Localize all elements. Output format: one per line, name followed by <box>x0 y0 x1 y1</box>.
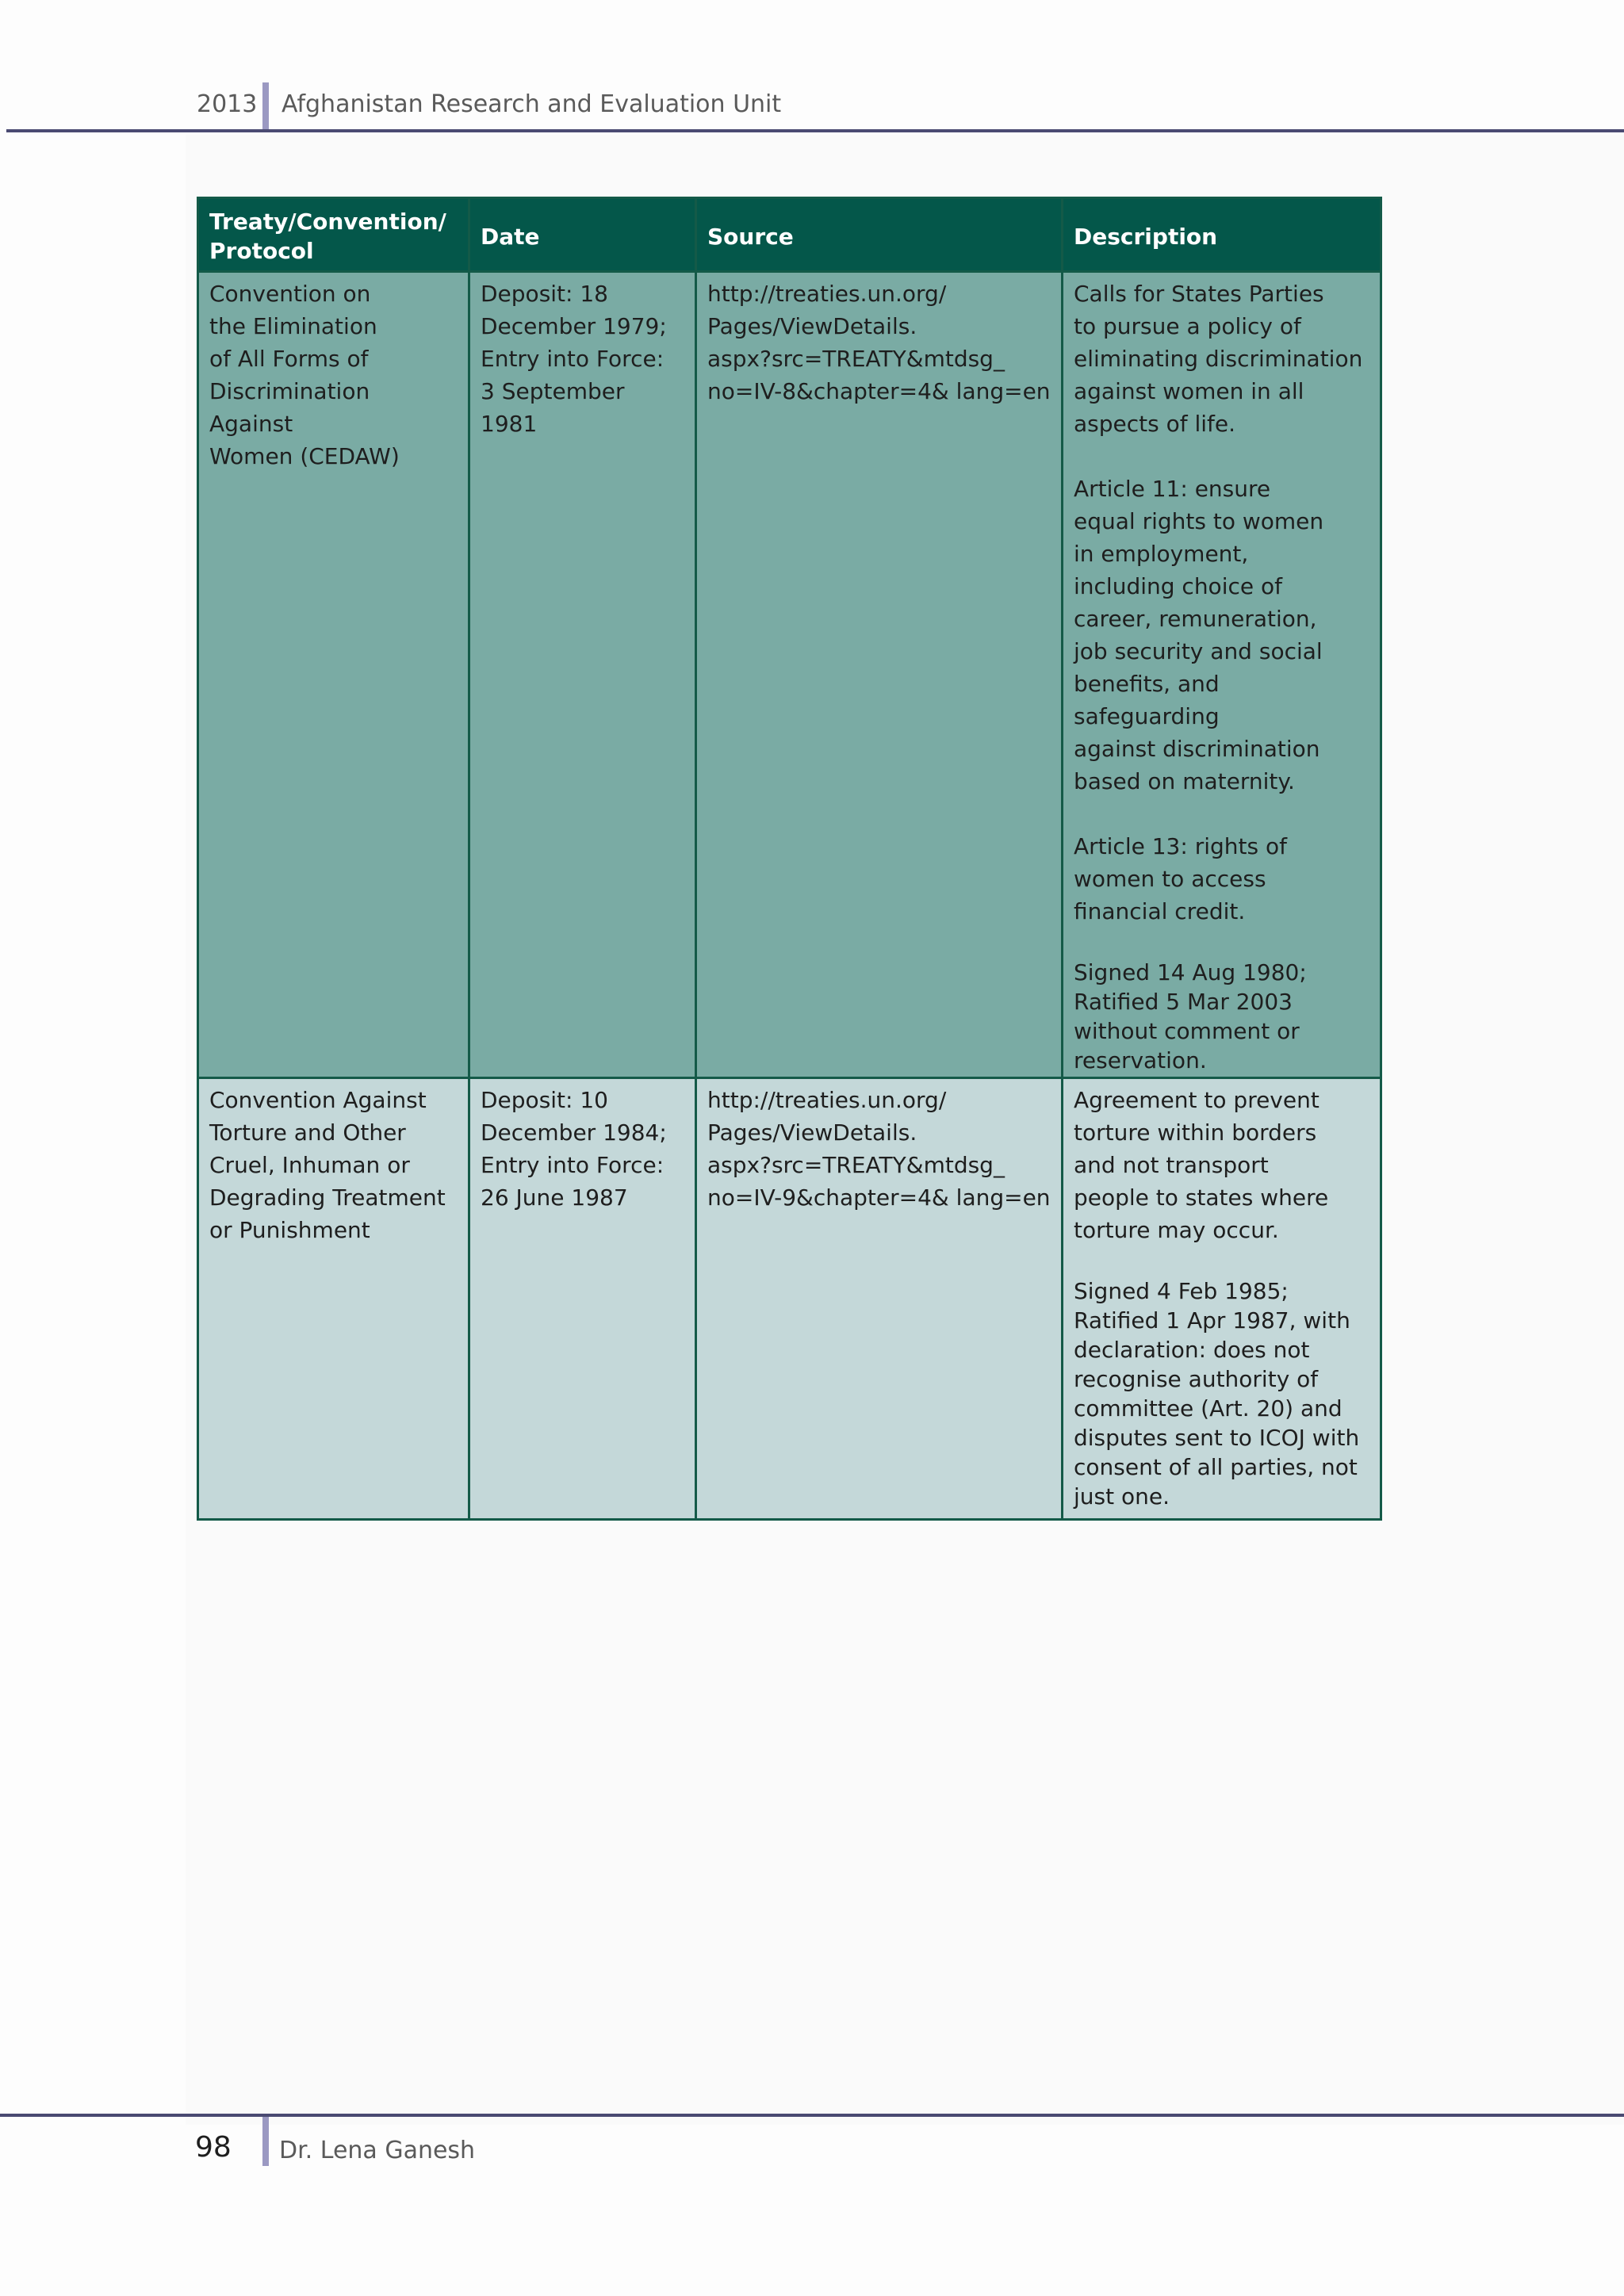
treaty-table <box>197 197 1382 1521</box>
description-paragraph: Signed 14 Aug 1980; Ratified 5 Mar 2003 without comment or reservation. <box>1074 959 1307 1073</box>
treaty-name-cell: Convention Against Torture and Other Cruel, Inhuman or Degrading Treatment or Punishment <box>198 1078 469 1520</box>
description-paragraph: Signed 4 Feb 1985; Ratified 1 Apr 1987, with declaration: does not recognise authority of committee (Art. 20) and disputes sent to ICOJ with consent of all parties, not just one. <box>1074 1278 1360 1510</box>
treaty-name-cell: Convention on the Elimination of All Forms of Discrimination Against Women (CEDAW) <box>198 272 469 1078</box>
date-cell: Deposit: 10 December 1984; Entry into Force: 26 June 1987 <box>469 1078 696 1520</box>
column-header-description: Description <box>1063 198 1381 272</box>
description-cell <box>1063 272 1381 1078</box>
footer-divider-bar <box>262 2117 269 2166</box>
column-header-treaty: Treaty/Convention/ Protocol <box>198 198 469 272</box>
header-year: 2013 <box>197 90 258 118</box>
column-header-source: Source <box>696 198 1063 272</box>
description-paragraph: Article 11: ensure equal rights to women in employment, including choice of career, remuneration, job security and social benefits, and safeguarding against discrimination based on maternity. <box>1074 476 1324 794</box>
footer-rule <box>0 2114 1624 2117</box>
footer-author: Dr. Lena Ganesh <box>279 2137 476 2164</box>
table-row <box>198 272 1381 1078</box>
description-cell <box>1063 1078 1381 1520</box>
table-row <box>198 1078 1381 1520</box>
table-header-row <box>198 198 1381 272</box>
description-paragraph: Agreement to prevent torture within borders and not transport people to states where torture may occur. <box>1074 1087 1329 1243</box>
column-header-date: Date <box>469 198 696 272</box>
date-cell: Deposit: 18 December 1979; Entry into Force: 3 September 1981 <box>469 272 696 1078</box>
source-url-cell: http://treaties.un.org/ Pages/ViewDetails. aspx?src=TREATY&mtdsg_ no=IV-9&chapter=4& lang=en <box>696 1078 1063 1520</box>
header-rule <box>6 129 1624 132</box>
description-paragraph: Article 13: rights of women to access financial credit. <box>1074 833 1287 924</box>
page-number: 98 <box>195 2131 232 2164</box>
source-url-cell: http://treaties.un.org/ Pages/ViewDetails. aspx?src=TREATY&mtdsg_ no=IV-8&chapter=4& lang=en <box>696 272 1063 1078</box>
description-paragraph: Calls for States Parties to pursue a policy of eliminating discrimination against women in all aspects of life. <box>1074 281 1363 437</box>
header-organization: Afghanistan Research and Evaluation Unit <box>282 90 782 118</box>
header-divider-bar <box>262 82 269 132</box>
